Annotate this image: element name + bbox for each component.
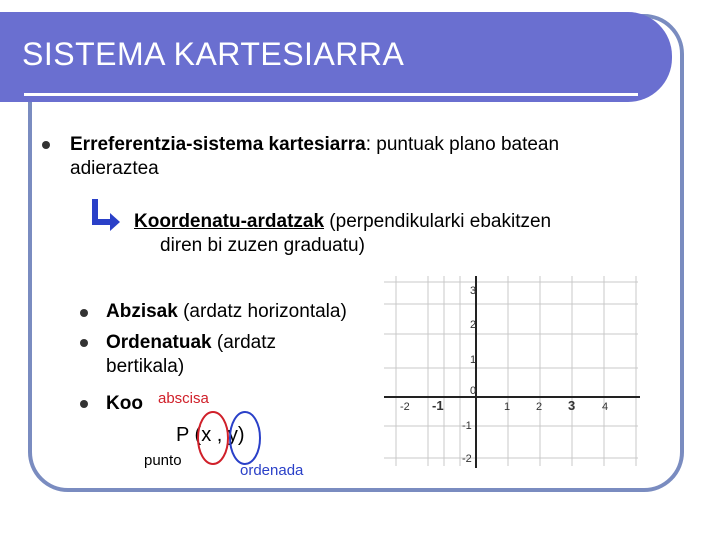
point-1-rest: : puntuak plano batean <box>365 134 560 155</box>
sub-point <box>134 210 551 258</box>
item-abzisak <box>106 300 347 324</box>
point-1-line2: adieraztea <box>70 158 159 179</box>
item-ordenatuak-rest: (ardatz <box>211 332 277 353</box>
bullet-dot <box>80 400 88 408</box>
abscisa-label: abscisa <box>158 390 209 407</box>
y-tick-label: -2 <box>462 453 472 465</box>
y-tick-label: 3 <box>470 285 477 297</box>
bullet-dot <box>80 309 88 317</box>
cartesian-graph <box>384 276 644 470</box>
sub-point-rest: (perpendikularki ebakitzen <box>324 211 552 232</box>
title-underline <box>24 93 638 96</box>
item-koo-bold: Koo <box>106 393 143 414</box>
bullet-dot <box>42 141 50 149</box>
slide-title: SISTEMA KARTESIARRA <box>22 36 405 72</box>
item-ordenatuak-bold: Ordenatuak <box>106 332 212 353</box>
x-tick-label: 2 <box>536 401 543 413</box>
ordenada-label: ordenada <box>240 462 304 479</box>
y-tick-label: -1 <box>462 420 472 432</box>
sub-point-line2: diren bi zuzen graduatu) <box>160 235 365 256</box>
x-tick-label: -1 <box>432 398 444 413</box>
x-tick-label: 3 <box>568 398 576 413</box>
sub-point-bold: Koordenatu-ardatzak <box>134 211 325 232</box>
bullet-dot <box>80 339 88 347</box>
y-tick-label: 0 <box>470 385 477 397</box>
item-koo <box>106 392 143 416</box>
point-1-bold: Erreferentzia-sistema kartesiarra <box>70 134 366 155</box>
item-abzisak-bold: Abzisak <box>106 301 178 322</box>
item-ordenatuak <box>106 331 276 379</box>
point-notation: P (x , y) <box>176 424 245 446</box>
item-ordenatuak-line2: bertikala) <box>106 356 185 377</box>
y-tick-label: 1 <box>470 354 477 366</box>
punto-label: punto <box>144 452 182 469</box>
item-abzisak-rest: (ardatz horizontala) <box>177 301 347 322</box>
x-tick-label: -2 <box>400 401 410 413</box>
ordenada-circle <box>228 410 262 466</box>
abscisa-circle <box>196 410 230 466</box>
point-1 <box>70 133 559 181</box>
x-tick-label: 1 <box>504 401 511 413</box>
y-tick-label: 2 <box>470 319 477 331</box>
x-tick-label: 4 <box>602 401 609 413</box>
arrow-icon <box>90 197 124 231</box>
